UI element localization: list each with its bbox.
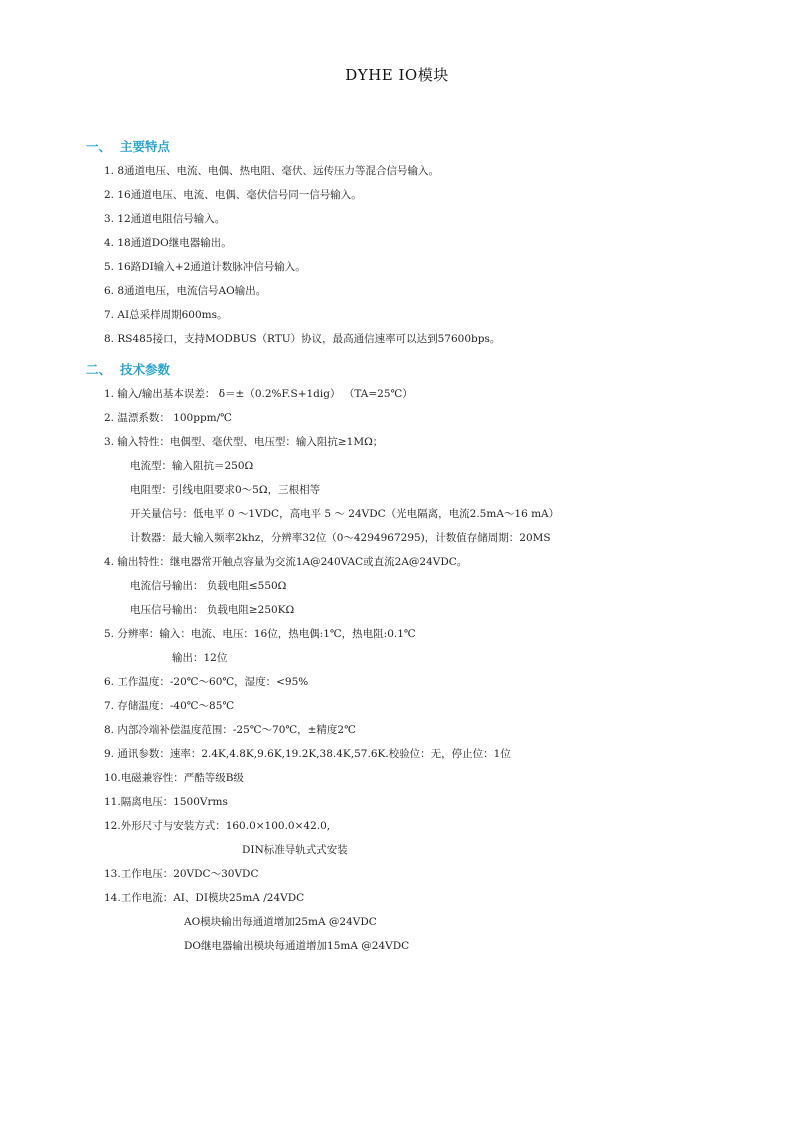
section-heading-specs bbox=[86, 360, 170, 378]
spec-subline: 计数器：最大输入频率2khz，分辨率32位（0～4294967295)，计数值存储周期：20MS bbox=[130, 532, 551, 544]
spec-line: 14.工作电流：AI、DI模块25mA /24VDC bbox=[104, 892, 305, 904]
spec-subline: 电压信号输出： 负载电阻≥250KΩ bbox=[130, 604, 295, 616]
document-title: DYHE IO模块 bbox=[345, 66, 449, 84]
spec-line: 13.工作电压：20VDC～30VDC bbox=[104, 868, 259, 880]
section-title: 技术参数 bbox=[120, 362, 171, 377]
spec-line: 2. 温漂系数： 100ppm/℃ bbox=[104, 412, 232, 424]
spec-line: 12.外形尺寸与安装方式：160.0×100.0×42.0, bbox=[104, 820, 331, 832]
feature-item: 6. 8通道电压，电流信号AO输出。 bbox=[104, 285, 267, 297]
spec-subline: 开关量信号：低电平 0 ～1VDC，高电平 5 ～ 24VDC（光电隔离，电流2.5mA～16 mA） bbox=[130, 508, 560, 520]
spec-line: 6. 工作温度：-20℃～60℃，湿度：<95% bbox=[104, 676, 309, 688]
spec-subline: 电流信号输出： 负载电阻≤550Ω bbox=[130, 580, 287, 592]
section-heading-features bbox=[86, 137, 170, 155]
feature-item: 4. 18通道DO继电器输出。 bbox=[104, 237, 232, 249]
feature-item: 7. AI总采样周期600ms。 bbox=[104, 309, 228, 321]
spec-line: 4. 输出特性：继电器常开触点容量为交流1A@240VAC或直流2A@24VDC。 bbox=[104, 556, 468, 568]
spec-subline: AO模块输出每通道增加25mA @24VDC bbox=[184, 916, 377, 928]
spec-line: 10.电磁兼容性：严酷等级B级 bbox=[104, 772, 244, 784]
spec-line: 9. 通讯参数：速率：2.4K,4.8K,9.6K,19.2K,38.4K,57.6K.校验位：无，停止位：1位 bbox=[104, 748, 511, 760]
feature-item: 1. 8通道电压、电流、电偶、热电阻、毫伏、远传压力等混合信号输入。 bbox=[104, 165, 440, 177]
spec-line: 11.隔离电压：1500Vrms bbox=[104, 796, 228, 808]
spec-subline: 输出：12位 bbox=[172, 652, 228, 664]
section-number: 一、 bbox=[86, 139, 112, 154]
spec-subline: DO继电器输出模块每通道增加15mA @24VDC bbox=[184, 940, 410, 952]
feature-item: 5. 16路DI输入+2通道计数脉冲信号输入。 bbox=[104, 261, 306, 273]
feature-item: 8. RS485接口，支持MODBUS（RTU）协议，最高通信速率可以达到57600bps。 bbox=[104, 333, 501, 345]
spec-line: 1. 输入/输出基本误差： δ＝±（0.2%F.S+1dig） （TA=25℃） bbox=[104, 388, 413, 400]
spec-line: 3. 输入特性：电偶型、毫伏型、电压型：输入阻抗≥1MΩ； bbox=[104, 436, 384, 448]
section-title: 主要特点 bbox=[120, 139, 171, 154]
spec-line: 8. 内部冷端补偿温度范围：-25℃～70℃，±精度2℃ bbox=[104, 724, 356, 736]
spec-line: 7. 存储温度：-40℃～85℃ bbox=[104, 700, 235, 712]
feature-item: 2. 16通道电压、电流、电偶、毫伏信号同一信号输入。 bbox=[104, 189, 362, 201]
spec-subline: 电阻型：引线电阻要求0～5Ω，三根相等 bbox=[130, 484, 321, 496]
spec-subline: DIN标准导轨式式安装 bbox=[242, 844, 348, 856]
spec-subline: 电流型：输入阻抗＝250Ω bbox=[130, 460, 254, 472]
section-number: 二、 bbox=[86, 362, 112, 377]
spec-line: 5. 分辨率：输入：电流、电压：16位，热电偶:1℃，热电阻:0.1℃ bbox=[104, 628, 416, 640]
feature-item: 3. 12通道电阻信号输入。 bbox=[104, 213, 226, 225]
